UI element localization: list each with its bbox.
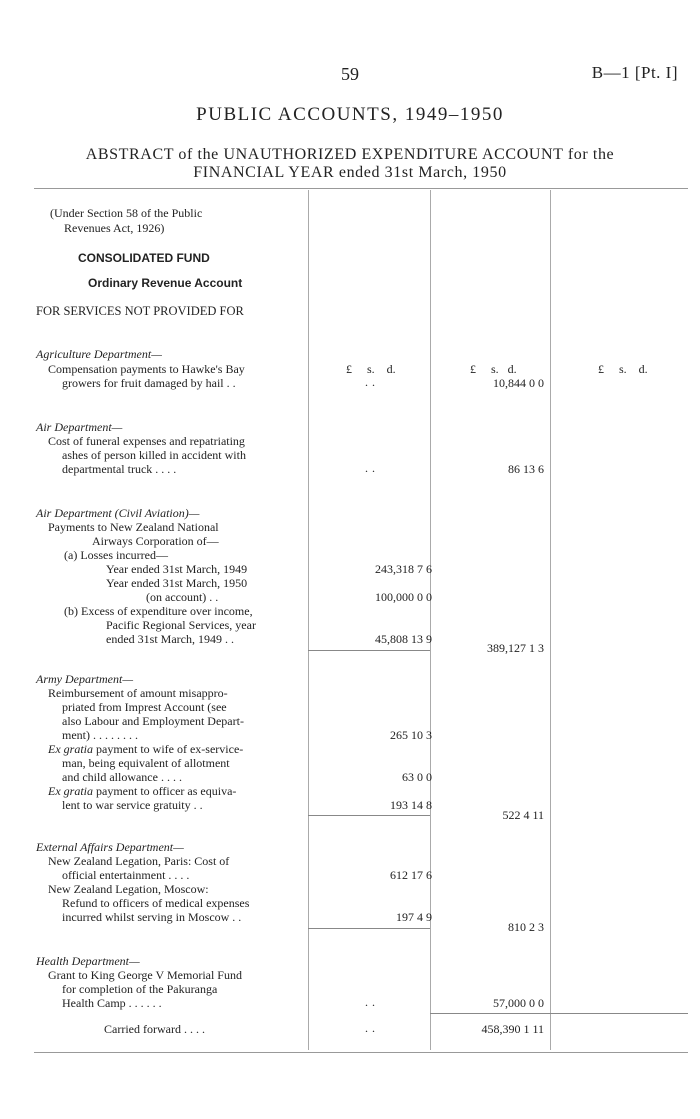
abstract-title-line-2: FINANCIAL YEAR ended 31st March, 1950 [193,164,507,181]
health-total: 57,000 0 0 [493,996,544,1010]
civil-aviation-line: Airways Corporation of— [92,534,219,548]
external-line: New Zealand Legation, Paris: Cost of [48,854,230,868]
agriculture-line: Compensation payments to Hawke's Bay [48,362,245,376]
section-head-air: Air Department— [36,420,123,434]
civil-aviation-line: (on account) . . [146,590,219,604]
civil-aviation-amount: 100,000 0 0 [375,590,432,604]
section-head-external-affairs: External Affairs Department— [36,840,184,854]
document-reference: B—1 [Pt. I] [591,63,678,82]
health-line: Health Camp . . . . . . [62,996,162,1010]
agriculture-total: 10,844 0 0 [493,376,544,390]
section-head-agriculture: Agriculture Department— [36,347,162,361]
services-heading: FOR SERVICES NOT PROVIDED FOR [36,304,244,318]
carried-forward-total: 458,390 1 11 [481,1022,544,1036]
column-divider-3 [550,190,551,1050]
section-head-health: Health Department— [36,954,140,968]
civil-aviation-line: (b) Excess of expenditure over income, [64,604,253,618]
section-head-civil-aviation: Air Department (Civil Aviation)— [36,506,200,520]
external-amount: 197 4 9 [396,910,432,924]
civil-aviation-line: Year ended 31st March, 1949 [106,562,248,576]
external-line: Refund to officers of medical expenses [62,896,250,910]
table-bottom-rule [34,1052,688,1053]
army-line: man, being equivalent of allotment [62,756,230,770]
authority-line-1: (Under Section 58 of the Public [50,206,203,220]
col1-currency-header: £ s. d. [346,362,396,376]
army-amount: 63 0 0 [402,770,432,784]
army-line: Ex gratia payment to wife of ex-service- [48,742,244,756]
page-title: PUBLIC ACCOUNTS, 1949–1950 [196,104,504,125]
external-line: New Zealand Legation, Moscow: [48,882,209,896]
civil-aviation-line: ended 31st March, 1949 . . [106,632,234,646]
army-line: priated from Imprest Account (see [62,700,227,714]
health-line: Grant to King George V Memorial Fund [48,968,242,982]
subtotal-rule [308,815,430,816]
fund-heading: CONSOLIDATED FUND [78,251,210,265]
carried-forward-label: Carried forward . . . . [104,1022,205,1036]
army-line: Reimbursement of amount misappro- [48,686,228,700]
carried-forward-rule [430,1013,688,1014]
army-line: also Labour and Employment Depart- [62,714,244,728]
authority-line-2: Revenues Act, 1926) [64,221,165,235]
army-total: 522 4 11 [502,808,544,822]
civil-aviation-line: Year ended 31st March, 1950 [106,576,248,590]
army-amount: 193 14 8 [390,798,432,812]
civil-aviation-line: Payments to New Zealand National [48,520,219,534]
civil-aviation-amount: 243,318 7 6 [375,562,432,576]
dots: · · [364,464,376,478]
page-number: 59 [341,64,359,84]
army-line: Ex gratia payment to officer as equiva- [48,784,237,798]
account-heading: Ordinary Revenue Account [88,276,243,290]
air-total: 86 13 6 [508,462,544,476]
civil-aviation-amount: 45,808 13 9 [375,632,432,646]
air-line: ashes of person killed in accident with [62,448,246,462]
army-line: lent to war service gratuity . . [62,798,203,812]
abstract-title-line-1: ABSTRACT of the UNAUTHORIZED EXPENDITURE ACCOUNT for the [85,146,615,163]
health-line: for completion of the Pakuranga [62,982,218,996]
subtotal-rule [308,650,430,651]
col3-currency-header: £ s. d. [598,362,648,376]
agriculture-line: growers for fruit damaged by hail . . [62,376,236,390]
dots: · · [364,1024,376,1038]
civil-aviation-total: 389,127 1 3 [487,641,544,655]
army-amount: 265 10 3 [390,728,432,742]
dots: · · [364,378,376,392]
civil-aviation-line: (a) Losses incurred— [64,548,168,562]
external-line: incurred whilst serving in Moscow . . [62,910,242,924]
army-line: and child allowance . . . . [62,770,182,784]
civil-aviation-line: Pacific Regional Services, year [106,618,256,632]
air-line: Cost of funeral expenses and repatriating [48,434,245,448]
external-total: 810 2 3 [508,920,544,934]
external-line: official entertainment . . . . [62,868,190,882]
air-line: departmental truck . . . . [62,462,177,476]
external-amount: 612 17 6 [390,868,432,882]
subtotal-rule [308,928,430,929]
table-top-rule [34,188,688,189]
army-line: ment) . . . . . . . . [62,728,138,742]
col2-currency-header: £ s. d. [470,362,517,376]
section-head-army: Army Department— [36,672,133,686]
dots: · · [364,998,376,1012]
